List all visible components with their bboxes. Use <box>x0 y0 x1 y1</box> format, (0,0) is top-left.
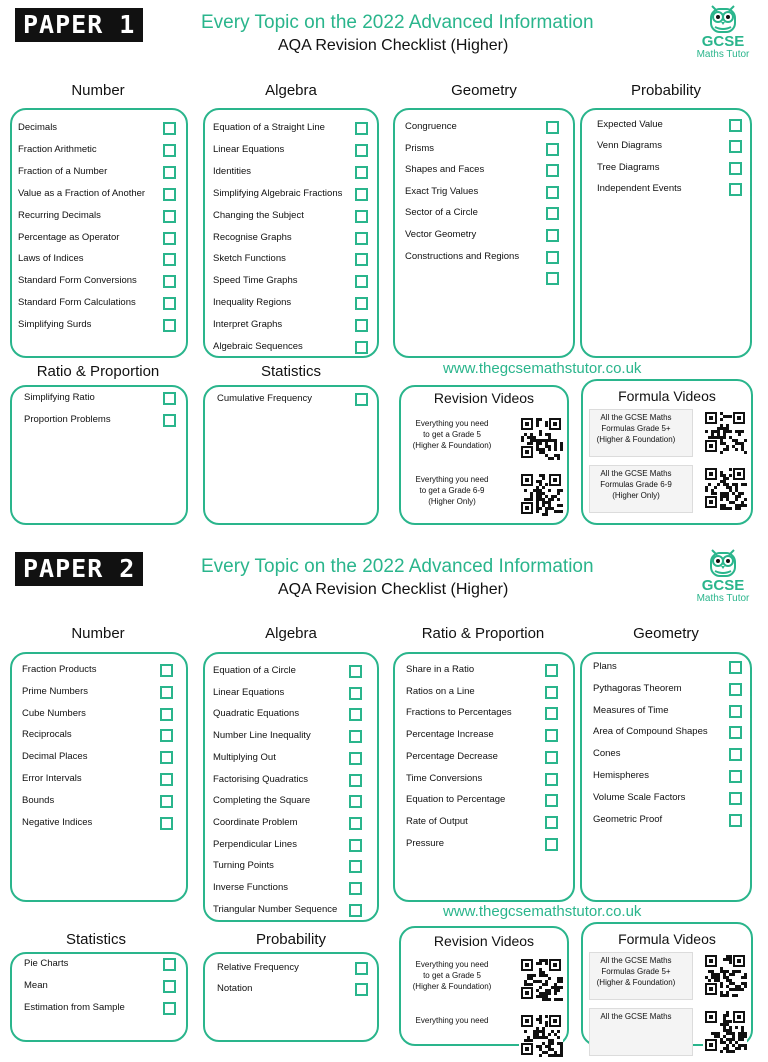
p1-algebra-item: Equation of a Straight Line <box>213 122 325 133</box>
p2-number-checkbox[interactable] <box>160 773 173 786</box>
p2-badge: PAPER 2 <box>15 552 143 586</box>
p1-ratio-item: Simplifying Ratio <box>24 392 95 403</box>
p2-geometry-checkbox[interactable] <box>729 705 742 718</box>
p1-geometry-checkbox[interactable] <box>546 164 559 177</box>
p1-revision_videos-card-text: (Higher Only) <box>428 497 476 506</box>
p2-ratio-checkbox[interactable] <box>545 794 558 807</box>
p2-number-item: Cube Numbers <box>22 707 86 719</box>
p2-geometry-item: Geometric Proof <box>593 813 663 825</box>
p2-algebra-checkbox[interactable] <box>349 708 362 721</box>
p1-geometry-checkbox[interactable] <box>546 186 559 199</box>
p2-formula_videos-qr-code[interactable] <box>703 953 747 1002</box>
p2-geometry-title: Geometry <box>633 625 699 642</box>
p2-geometry-item: Hemispheres <box>593 770 649 781</box>
p2-geometry-checkbox[interactable] <box>729 726 742 739</box>
owl-icon <box>683 0 763 34</box>
p1-formula_videos-card-text: (Higher & Foundation) <box>596 435 676 444</box>
p2-number-checkbox[interactable] <box>160 817 173 830</box>
p2-number-checkbox[interactable] <box>160 795 173 808</box>
p1-number-item: Standard Form Calculations <box>18 297 136 309</box>
p1-formula_videos-card-text: Formulas Grade 6-9 <box>600 480 672 489</box>
p1-website-url[interactable]: www.thegcsemathstutor.co.uk <box>443 360 642 377</box>
p1-number-checkbox[interactable] <box>163 210 176 223</box>
p2-algebra-checkbox[interactable] <box>349 665 362 678</box>
p1-geometry-checkbox[interactable] <box>546 207 559 220</box>
p2-formula_videos-card-text: All the GCSE Maths <box>600 1012 672 1021</box>
p1-number-item: Fraction Arithmetic <box>18 143 97 155</box>
p1-formula_videos-card-text: All the GCSE Maths <box>600 413 672 422</box>
p2-subtitle: AQA Revision Checklist (Higher) <box>278 581 509 598</box>
p2-ratio-item: Percentage Decrease <box>406 750 498 762</box>
p1-geometry-item: Exact Trig Values <box>405 185 479 197</box>
p2-algebra-item: Factorising Quadratics <box>213 773 309 785</box>
p1-formula_videos-qr-code[interactable] <box>703 466 747 515</box>
p1-formula_videos-card-text: All the GCSE Maths <box>600 469 672 478</box>
p2-algebra-checkbox[interactable] <box>349 774 362 787</box>
p2-algebra-title: Algebra <box>265 625 317 642</box>
p2-ratio-checkbox[interactable] <box>545 816 558 829</box>
p2-ratio-item: Ratios on a Line <box>406 685 475 697</box>
p2-formula_videos-qr-code[interactable] <box>703 1009 747 1058</box>
p1-algebra-checkbox[interactable] <box>355 253 368 266</box>
p2-geometry-item: Measures of Time <box>593 704 669 716</box>
p2-algebra-item: Perpendicular Lines <box>213 838 297 850</box>
p1-number-checkbox[interactable] <box>163 253 176 266</box>
p1-number-checkbox[interactable] <box>163 297 176 310</box>
p1-geometry-item: Constructions and Regions <box>405 250 520 262</box>
p1-revision_videos-card-text: (Higher & Foundation) <box>412 441 492 450</box>
p1-number-item: Value as a Fraction of Another <box>18 187 146 199</box>
p2-geometry-checkbox[interactable] <box>729 792 742 805</box>
p2-number-item: Negative Indices <box>22 816 93 828</box>
logo-brand: GCSE <box>701 577 745 594</box>
p2-probability-item: Notation <box>217 983 253 994</box>
p1-logo <box>683 0 763 60</box>
p2-revision_videos-card-text: Everything you need <box>415 960 489 969</box>
p2-number-checkbox[interactable] <box>160 708 173 721</box>
p1-ratio-title: Ratio & Proportion <box>36 363 160 380</box>
p2-algebra-checkbox[interactable] <box>349 730 362 743</box>
p2-statistics-item: Estimation from Sample <box>24 1001 125 1013</box>
p1-algebra-item: Linear Equations <box>213 143 285 155</box>
p2-probability-checkbox[interactable] <box>355 983 368 996</box>
p2-ratio-item: Percentage Increase <box>406 729 494 741</box>
p2-algebra-checkbox[interactable] <box>349 752 362 765</box>
p1-geometry-checkbox[interactable] <box>546 121 559 134</box>
p2-algebra-checkbox[interactable] <box>349 904 362 917</box>
p2-revision_videos-title: Revision Videos <box>433 933 535 949</box>
p1-ratio-item: Proportion Problems <box>24 413 111 425</box>
p2-ratio-checkbox[interactable] <box>545 773 558 786</box>
p1-ratio-checkbox[interactable] <box>163 392 176 405</box>
owl-icon <box>683 544 763 578</box>
p1-revision_videos-card-text: Everything you need <box>415 475 489 484</box>
p2-geometry-checkbox[interactable] <box>729 770 742 783</box>
p1-geometry-checkbox[interactable] <box>546 251 559 264</box>
p2-statistics-checkbox[interactable] <box>163 958 176 971</box>
p2-algebra-item: Number Line Inequality <box>213 730 311 742</box>
p2-title: Every Topic on the 2022 Advanced Information <box>201 556 594 577</box>
p2-ratio-item: Pressure <box>406 837 445 849</box>
p2-formula_videos-card-text: (Higher & Foundation) <box>596 978 676 987</box>
p1-probability-item: Tree Diagrams <box>597 161 660 173</box>
p1-ratio-checkbox[interactable] <box>163 414 176 427</box>
p1-revision_videos-title: Revision Videos <box>433 390 535 406</box>
p2-ratio-item: Rate of Output <box>406 815 468 827</box>
p2-algebra-item: Linear Equations <box>213 686 285 698</box>
p1-algebra-item: Algebraic Sequences <box>213 341 303 352</box>
p1-badge: PAPER 1 <box>15 8 143 42</box>
p1-number-item: Standard Form Conversions <box>18 275 137 287</box>
p1-number-title: Number <box>71 82 125 99</box>
p2-formula_videos-card-text: All the GCSE Maths <box>600 956 672 965</box>
p1-geometry-item: Sector of a Circle <box>405 207 478 219</box>
p2-ratio-item: Equation to Percentage <box>406 794 506 806</box>
p1-geometry-title: Geometry <box>451 82 517 99</box>
p1-number-checkbox[interactable] <box>163 188 176 201</box>
p2-number-checkbox[interactable] <box>160 751 173 764</box>
p2-formula_videos-title: Formula Videos <box>618 931 716 947</box>
p1-algebra-checkbox[interactable] <box>355 188 368 201</box>
p2-algebra-item: Turning Points <box>213 860 274 872</box>
p2-geometry-item: Plans <box>593 661 617 672</box>
p1-probability-title: Probability <box>630 82 702 99</box>
p2-probability-checkbox[interactable] <box>355 962 368 975</box>
p2-algebra-checkbox[interactable] <box>349 687 362 700</box>
logo-tagline: Maths Tutor <box>696 593 750 604</box>
p2-algebra-checkbox[interactable] <box>349 817 362 830</box>
p1-formula_videos-card-text: (Higher Only) <box>612 491 660 500</box>
p1-algebra-title: Algebra <box>265 82 317 99</box>
p2-ratio-checkbox[interactable] <box>545 729 558 742</box>
p1-subtitle: AQA Revision Checklist (Higher) <box>278 37 509 54</box>
p2-geometry-checkbox[interactable] <box>729 661 742 674</box>
p1-algebra-item: Identities <box>213 165 252 177</box>
p1-number-checkbox[interactable] <box>163 232 176 245</box>
p1-algebra-checkbox[interactable] <box>355 122 368 135</box>
p2-geometry-checkbox[interactable] <box>729 683 742 696</box>
p2-ratio-item: Fractions to Percentages <box>406 707 512 719</box>
logo-tagline: Maths Tutor <box>696 49 750 60</box>
p1-probability-item: Expected Value <box>597 119 663 130</box>
p1-revision_videos-qr-code[interactable] <box>519 416 563 465</box>
p2-number-item: Decimal Places <box>22 751 88 763</box>
p2-algebra-item: Coordinate Problem <box>213 816 298 828</box>
p1-algebra-checkbox[interactable] <box>355 297 368 310</box>
p1-algebra-item: Interpret Graphs <box>213 319 283 331</box>
p1-statistics-title: Statistics <box>260 363 321 380</box>
p2-algebra-checkbox[interactable] <box>349 795 362 808</box>
p2-revision_videos-qr-code[interactable] <box>519 1013 563 1062</box>
p1-algebra-item: Inequality Regions <box>213 297 292 309</box>
p1-title: Every Topic on the 2022 Advanced Information <box>201 12 594 33</box>
p2-ratio-title: Ratio & Proportion <box>421 625 545 642</box>
p2-ratio-checkbox[interactable] <box>545 707 558 720</box>
p1-number-item: Recurring Decimals <box>18 209 101 221</box>
p2-website-url[interactable]: www.thegcsemathstutor.co.uk <box>443 903 642 920</box>
p2-statistics-item: Pie Charts <box>24 958 69 969</box>
p2-ratio-checkbox[interactable] <box>545 838 558 851</box>
p1-number-item: Laws of Indices <box>18 253 84 265</box>
p2-revision_videos-card-text: (Higher & Foundation) <box>412 982 492 991</box>
p1-algebra-item: Simplifying Algebraic Fractions <box>213 187 343 199</box>
p2-revision_videos-qr-code[interactable] <box>519 957 563 1006</box>
p1-geometry-item: Congruence <box>405 121 457 132</box>
p2-ratio-item: Share in a Ratio <box>406 664 475 675</box>
p2-geometry-item: Cones <box>593 748 621 760</box>
p1-algebra-checkbox[interactable] <box>355 232 368 245</box>
p1-formula_videos-title: Formula Videos <box>618 388 716 404</box>
p2-statistics-checkbox[interactable] <box>163 980 176 993</box>
p2-algebra-item: Quadratic Equations <box>213 708 300 720</box>
p1-algebra-checkbox[interactable] <box>355 210 368 223</box>
p1-probability-item: Venn Diagrams <box>597 140 662 152</box>
p1-algebra-checkbox[interactable] <box>355 144 368 157</box>
p2-algebra-checkbox[interactable] <box>349 860 362 873</box>
p2-number-item: Reciprocals <box>22 729 72 741</box>
p2-algebra-item: Completing the Square <box>213 795 311 807</box>
p2-ratio-checkbox[interactable] <box>545 751 558 764</box>
p1-probability-checkbox[interactable] <box>729 140 742 153</box>
p2-number-item: Bounds <box>22 794 55 806</box>
p1-ratio-box <box>10 385 188 525</box>
p2-number-checkbox[interactable] <box>160 729 173 742</box>
p2-geometry-checkbox[interactable] <box>729 748 742 761</box>
p1-statistics-item: Cumulative Frequency <box>217 393 313 404</box>
p1-probability-checkbox[interactable] <box>729 162 742 175</box>
p2-number-item: Error Intervals <box>22 773 82 784</box>
p2-statistics-item: Mean <box>24 979 48 991</box>
p2-number-item: Prime Numbers <box>22 685 88 697</box>
p1-algebra-item: Changing the Subject <box>213 209 304 221</box>
p2-revision_videos-card-text: Everything you need <box>415 1016 489 1025</box>
p1-probability-checkbox[interactable] <box>729 183 742 196</box>
p1-revision_videos-card-text: to get a Grade 6-9 <box>419 486 485 495</box>
p1-geometry-item: Shapes and Faces <box>405 164 485 176</box>
p1-formula_videos-qr-code[interactable] <box>703 410 747 459</box>
p1-number-checkbox[interactable] <box>163 275 176 288</box>
p2-geometry-item: Area of Compound Shapes <box>593 726 708 738</box>
p1-number-checkbox[interactable] <box>163 144 176 157</box>
p1-geometry-checkbox[interactable] <box>546 229 559 242</box>
p1-algebra-checkbox[interactable] <box>355 275 368 288</box>
p1-geometry-item: Prisms <box>405 142 435 154</box>
p2-statistics-checkbox[interactable] <box>163 1002 176 1015</box>
p1-algebra-item: Recognise Graphs <box>213 231 292 243</box>
p1-number-item: Percentage as Operator <box>18 231 120 243</box>
p1-geometry-item: Vector Geometry <box>405 229 477 240</box>
p1-number-checkbox[interactable] <box>163 319 176 332</box>
p1-revision_videos-card-text: Everything you need <box>415 419 489 428</box>
p1-number-item: Fraction of a Number <box>18 165 108 177</box>
p2-algebra-checkbox[interactable] <box>349 882 362 895</box>
p2-algebra-item: Equation of a Circle <box>213 665 296 676</box>
p1-statistics-box <box>203 385 379 525</box>
p2-probability-title: Probability <box>255 931 327 948</box>
p1-number-item: Decimals <box>18 122 58 133</box>
p2-revision_videos-card-text: to get a Grade 5 <box>423 971 481 980</box>
p2-geometry-item: Volume Scale Factors <box>593 791 686 803</box>
p1-statistics-checkbox[interactable] <box>355 393 368 406</box>
p2-statistics-title: Statistics <box>65 931 126 948</box>
p1-formula_videos-card-text: Formulas Grade 5+ <box>601 424 671 433</box>
p2-ratio-item: Time Conversions <box>406 772 483 784</box>
p1-algebra-item: Sketch Functions <box>213 253 286 265</box>
p2-number-item: Fraction Products <box>22 664 97 675</box>
p2-algebra-item: Inverse Functions <box>213 882 288 893</box>
p2-geometry-checkbox[interactable] <box>729 814 742 827</box>
p1-revision_videos-card-text: to get a Grade 5 <box>423 430 481 439</box>
p2-number-checkbox[interactable] <box>160 664 173 677</box>
p2-number-title: Number <box>71 625 125 642</box>
p1-algebra-item: Speed Time Graphs <box>213 275 298 287</box>
p2-algebra-checkbox[interactable] <box>349 839 362 852</box>
p2-ratio-checkbox[interactable] <box>545 686 558 699</box>
logo-brand: GCSE <box>701 33 745 50</box>
p1-probability-item: Independent Events <box>597 182 682 194</box>
p1-number-item: Simplifying Surds <box>18 319 92 331</box>
p2-probability-item: Relative Frequency <box>217 962 299 973</box>
p2-logo <box>683 544 763 604</box>
p1-geometry-checkbox[interactable] <box>546 143 559 156</box>
p2-algebra-item: Triangular Number Sequence <box>213 903 338 915</box>
p1-geometry-checkbox[interactable] <box>546 272 559 285</box>
p1-revision_videos-qr-code[interactable] <box>519 472 563 521</box>
p1-number-checkbox[interactable] <box>163 166 176 179</box>
p2-formula_videos-card-text: Formulas Grade 5+ <box>601 967 671 976</box>
p1-algebra-checkbox[interactable] <box>355 319 368 332</box>
p2-ratio-checkbox[interactable] <box>545 664 558 677</box>
p2-algebra-item: Multiplying Out <box>213 751 276 763</box>
p2-number-checkbox[interactable] <box>160 686 173 699</box>
p1-probability-checkbox[interactable] <box>729 119 742 132</box>
p1-number-checkbox[interactable] <box>163 122 176 135</box>
p2-geometry-item: Pythagoras Theorem <box>593 682 682 694</box>
p1-algebra-checkbox[interactable] <box>355 341 368 354</box>
p1-algebra-checkbox[interactable] <box>355 166 368 179</box>
